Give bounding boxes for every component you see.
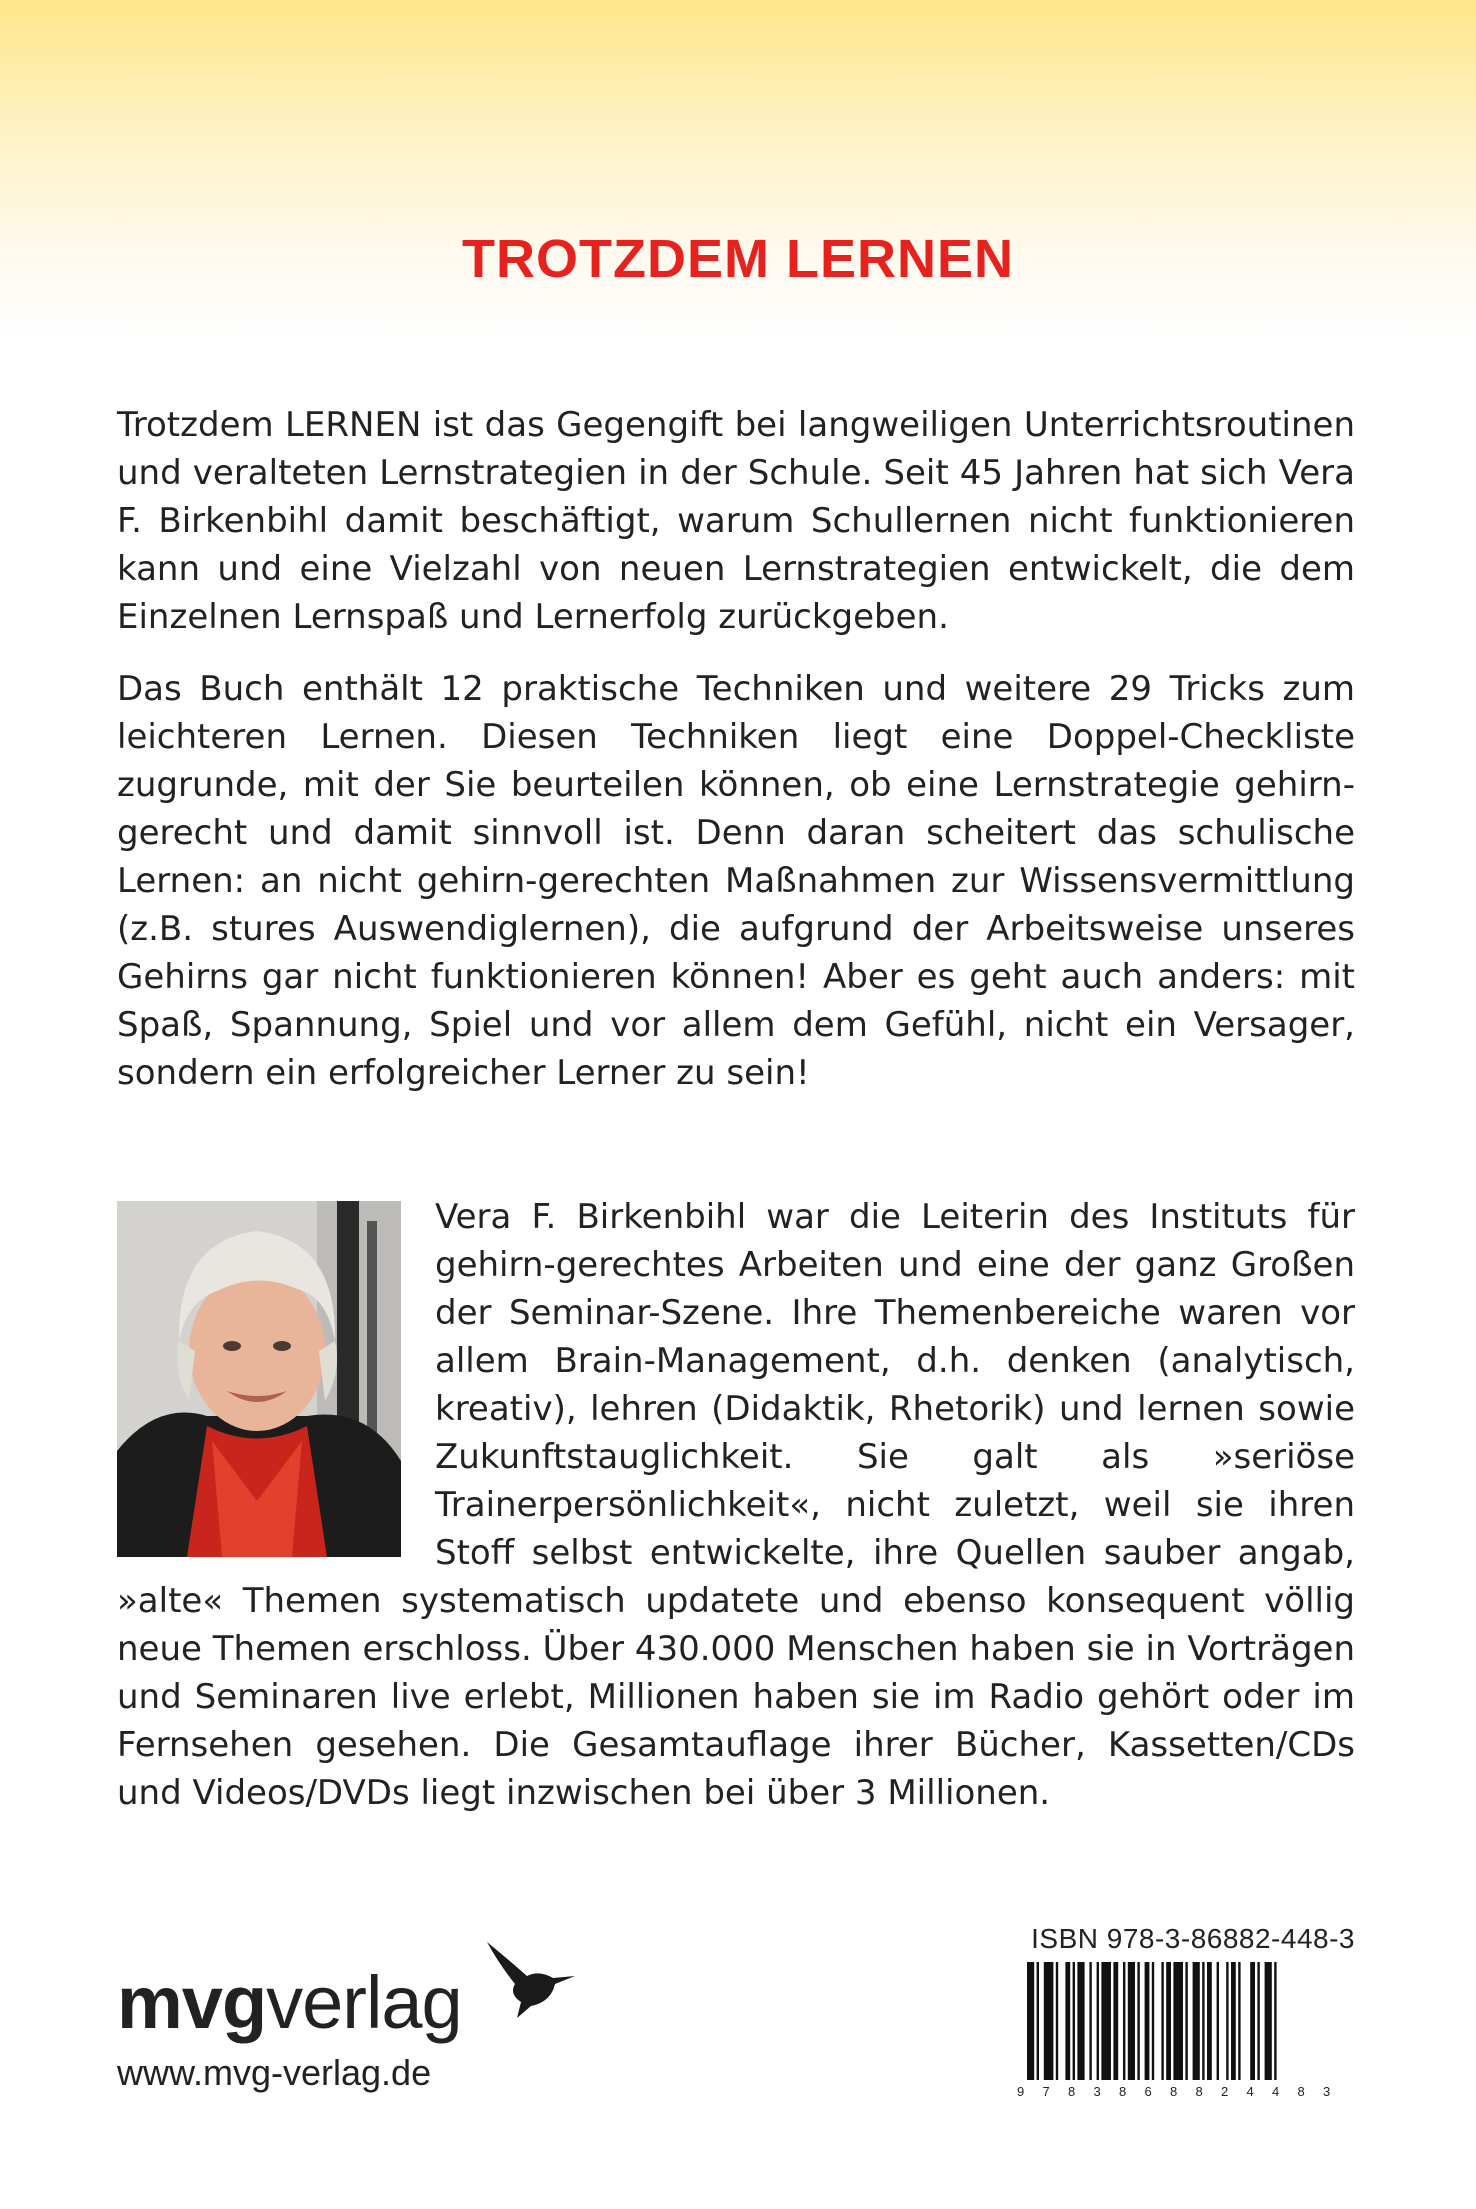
barcode-digit: 8 — [1068, 2084, 1076, 2099]
barcode-bar — [1185, 1962, 1187, 2080]
book-title: TROTZDEM LERNEN — [462, 229, 1014, 289]
barcode-digit: 8 — [1297, 2084, 1305, 2099]
barcode-digit: 2 — [1221, 2084, 1229, 2099]
barcode-bar — [1077, 1962, 1084, 2080]
barcode-bar — [1089, 1962, 1091, 2080]
barcode-digit: 6 — [1144, 2084, 1152, 2099]
barcode-bar — [1044, 1962, 1054, 2080]
barcode-bar — [1152, 1962, 1154, 2080]
barcode-bar — [1250, 1962, 1255, 2080]
blurb-paragraph-2: Das Buch enthält 12 praktische Techniken und weitere 29 Tricks zum leichteren Lernen. Diesen Techniken liegt eine Doppel-Checkliste zugrunde, mit der Sie beurteilen können, ob eine Lernstrategie gehirn-gerecht und damit sinnvoll ist. Denn daran scheitert das schulische Lernen: an nicht gehirn-gerechten Maßnahmen zur Wissensvermittlung (z.B. stures Auswendiglernen), die aufgrund der Arbeitsweise unseres Gehirns gar nicht funktionieren können! Aber es geht auch anders: mit Spaß, Spannung, Spiel und vor allem dem Gefühl, nicht ein Versager, sondern ein erfolgreicher Lerner zu sein! — [117, 669, 1355, 1093]
barcode-bar — [1217, 1962, 1219, 2080]
publisher-url[interactable]: www.mvg-verlag.de — [117, 2052, 432, 2093]
blurb-paragraph-1: Trotzdem LERNEN ist das Gegengift bei langweiligen Unterrichtsroutinen und veralteten Lernstrategien in der Schule. Seit 45 Jahren hat sich Vera F. Birkenbihl damit beschäftigt, warum Schullernen nicht funktionieren kann und eine Vielzahl von neuen Lernstrategien entwickelt, die dem Einzelnen Lernspaß und Lernerfolg zurückgeben. — [117, 405, 1355, 637]
barcode-bar — [1137, 1962, 1139, 2080]
barcode-bar — [1097, 1962, 1099, 2080]
barcode-bar — [1128, 1962, 1135, 2080]
barcode-digit: 8 — [1119, 2084, 1127, 2099]
barcode-digit: 3 — [1093, 2084, 1101, 2099]
barcode-bar — [1161, 1962, 1163, 2080]
barcode-bar — [1257, 1962, 1259, 2080]
barcode-bar — [1238, 1962, 1240, 2080]
publisher-logo — [117, 1940, 577, 2060]
barcode-bar — [1202, 1962, 1204, 2080]
barcode-bar — [1065, 1962, 1070, 2080]
barcode-bar — [1226, 1962, 1228, 2080]
barcode-bar — [1231, 1962, 1236, 2080]
barcode-bar — [1265, 1962, 1272, 2080]
barcode-bar — [1193, 1962, 1200, 2080]
barcode-bar — [1123, 1962, 1125, 2080]
author-photo — [117, 1201, 401, 1557]
barcode-digit: 9 — [1017, 2084, 1025, 2099]
barcode-digit: 7 — [1042, 2084, 1050, 2099]
barcode-bar — [1056, 1962, 1058, 2080]
hummingbird-icon — [479, 1940, 579, 2020]
barcode-bar — [1037, 1962, 1039, 2080]
barcode-bar — [1113, 1962, 1118, 2080]
author-section — [117, 1193, 1355, 1817]
author-bio: Vera F. Birkenbihl war die Leiterin des Instituts für gehirn-gerechtes Arbeiten und eine der ganz Großen der Seminar-Szene. Ihre Themenbereiche waren vor allem Brain-Management, d.h. denken (analytisch, kreativ), lehren (Didaktik, Rhetorik) und lernen sowie Zukunftstauglichkeit. Sie galt als »seriöse Trainerpersönlichkeit«, nicht zuletzt, weil sie ihren Stoff selbst entwickelte, ihre Quellen sauber angab, »alte« Themen systematisch updatete und ebenso konsequent völlig neue Themen erschloss. Über 430.000 Menschen haben sie in Vorträgen und Seminaren live erlebt, Millionen haben sie im Radio gehört oder im Fernsehen gesehen. Die Gesamtauflage ihrer Bücher, Kassetten/CDs und Videos/DVDs liegt inzwischen bei über 3 Millionen. — [117, 1197, 1355, 1813]
barcode-digit: 8 — [1195, 2084, 1203, 2099]
barcode-digit: 3 — [1323, 2084, 1331, 2099]
barcode — [1015, 1962, 1355, 2102]
barcode-digit: 4 — [1246, 2084, 1254, 2099]
barcode-bar — [1145, 1962, 1150, 2080]
isbn-label: ISBN 978-3-86882-448-3 — [1031, 1923, 1355, 1954]
barcode-bar — [1073, 1962, 1075, 2080]
barcode-bar — [1173, 1962, 1183, 2080]
barcode-bar — [1101, 1962, 1111, 2080]
barcode-digit: 4 — [1272, 2084, 1280, 2099]
logo-wordmark: mvgverlag — [117, 1961, 462, 2044]
barcode-bar — [1027, 1962, 1034, 2080]
barcode-bar — [1274, 1962, 1276, 2080]
barcode-bar — [1166, 1962, 1171, 2080]
barcode-bar — [1207, 1962, 1212, 2080]
barcode-digit: 8 — [1170, 2084, 1178, 2099]
